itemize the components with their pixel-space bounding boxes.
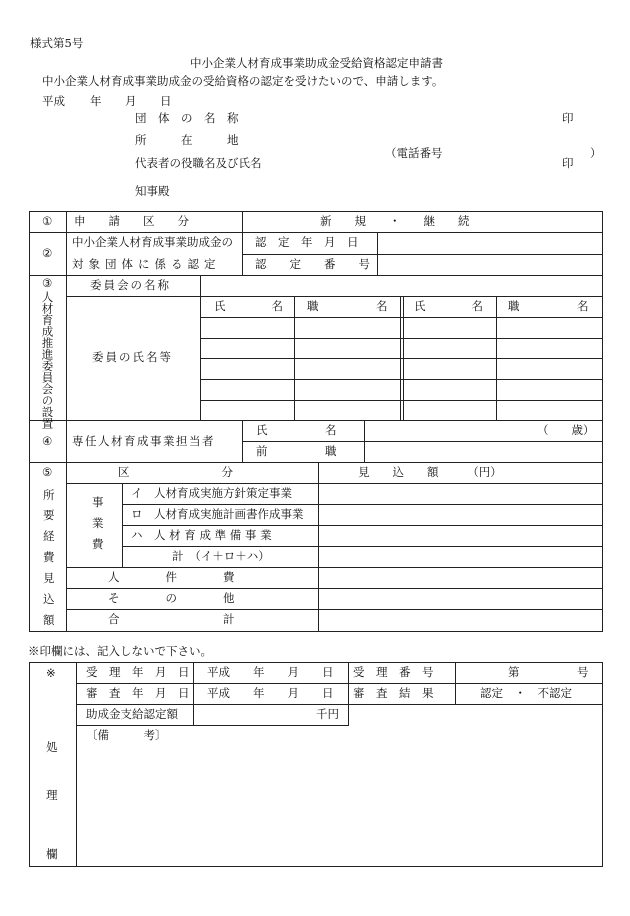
office-note: ※印欄には、記入しないで下さい。 (28, 644, 212, 658)
review-date-label: 審 査 年 月 日 (86, 686, 190, 700)
date-era: 平成 (42, 94, 65, 108)
review-result-value: 認定 ・ 不認定 (480, 686, 572, 700)
sec2-number-label: 認 定 番 号 (255, 257, 370, 271)
form-number: 様式第5号 (30, 36, 84, 50)
col-member-name-1: 氏 名 (214, 299, 283, 313)
representative-label: 代表者の役職名及び氏名 (135, 156, 262, 170)
date-day: 日 (160, 94, 172, 108)
seal-mark-2: 印 (562, 156, 574, 170)
sec2-label-line1: 中小企業人材育成事業助成金の (72, 235, 233, 249)
expense-row-a: イ 人材育成実施方針策定事業 (131, 486, 292, 500)
sec2-date-label: 認 定 年 月 日 (255, 235, 359, 249)
sec1-options: 新 規 ・ 継 続 (320, 214, 470, 228)
receipt-number-value: 第 号 (508, 665, 589, 679)
expense-total: 合 計 (108, 612, 235, 626)
grant-amount-unit: 千円 (316, 707, 339, 721)
project-vchar-0: 事 (92, 495, 104, 509)
sec2-number: ② (42, 246, 53, 260)
col-member-name-2: 氏 名 (414, 299, 483, 313)
intro-text: 中小企業人材育成事業助成金の受給資格の認定を受けたいので、申請します。 (42, 74, 444, 88)
phone-label: （電話番号 (385, 146, 443, 160)
expense-row-b: ロ 人材育成実施計画書作成事業 (131, 507, 304, 521)
sec5-vchar-2: 経 (43, 529, 55, 543)
sec5-vchar-3: 費 (43, 550, 55, 564)
sec3-vertical-label: 人材育成推進委員会の設置 (40, 291, 55, 429)
receipt-number-label: 受 理 番 号 (353, 665, 434, 679)
page-title: 中小企業人材育成事業助成金受給資格認定申請書 (190, 56, 443, 70)
remarks-label: 〔備 考〕 (86, 728, 167, 742)
expense-subtotal: 計 （イ＋ロ＋ハ） (172, 549, 270, 563)
sec2-label-line2: 対象団体に係る認定 (72, 257, 221, 271)
office-vchar-0: 処 (46, 740, 58, 754)
review-date-value: 平成 年 月 日 (207, 686, 334, 700)
receipt-date-value: 平成 年 月 日 (207, 665, 334, 679)
office-vchar-2: 欄 (46, 847, 58, 861)
seal-mark-1: 印 (562, 111, 574, 125)
date-year: 年 (90, 94, 102, 108)
sec5-vchar-5: 込 (43, 592, 55, 606)
sec1-number: ① (42, 214, 53, 228)
receipt-date-label: 受 理 年 月 日 (86, 665, 190, 679)
office-vchar-1: 理 (46, 788, 58, 802)
sec4-label: 専任人材育成事業担当者 (72, 434, 215, 448)
sec5-vchar-0: 所 (43, 488, 55, 502)
committee-name-label: 委員会の名称 (90, 278, 171, 292)
address-label: 所 在 地 (135, 133, 239, 147)
expense-personnel: 人 件 費 (108, 570, 235, 584)
members-label: 委員の氏名等 (92, 350, 173, 364)
sec3-number: ③ (42, 276, 53, 290)
addressee: 知事殿 (135, 184, 170, 198)
sec5-vchar-1: 要 (43, 508, 55, 522)
office-mark: ※ (46, 666, 56, 680)
sec5-vchar-6: 額 (43, 613, 55, 627)
grant-amount-label: 助成金支給認定額 (86, 707, 178, 721)
col-member-title-1: 職 名 (307, 299, 388, 313)
expense-row-c: ハ 人 材 育 成 準 備 事 業 (131, 528, 272, 542)
col-amount-header: 見 込 額 （円） (358, 465, 502, 479)
project-vchar-2: 費 (92, 537, 104, 551)
sec5-vchar-4: 見 (43, 571, 55, 585)
date-month: 月 (125, 94, 137, 108)
staff-age-label: （ 歳） (537, 423, 595, 437)
phone-close: ） (590, 146, 602, 160)
expense-other: そ の 他 (108, 591, 235, 605)
sec4-number: ④ (42, 434, 53, 448)
sec5-number: ⑤ (42, 465, 53, 479)
sec1-label: 申 請 区 分 (74, 214, 189, 228)
staff-name-label: 氏 名 (256, 423, 337, 437)
review-result-label: 審 査 結 果 (353, 686, 434, 700)
project-vchar-1: 業 (92, 516, 104, 530)
org-name-label: 団 体 の 名 称 (135, 111, 239, 125)
col-category-header: 区 分 (118, 465, 233, 479)
staff-prev-job-label: 前 職 (256, 444, 337, 458)
col-member-title-2: 職 名 (508, 299, 589, 313)
